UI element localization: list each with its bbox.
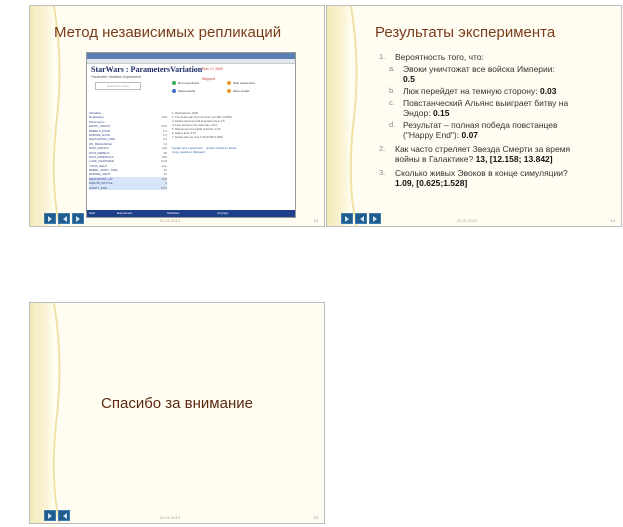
nav-home-button[interactable] [341, 213, 353, 224]
task-starwars[interactable]: StarWars [167, 211, 180, 215]
param-value: 100 [161, 176, 167, 181]
param-name: Replication [89, 115, 104, 120]
param-name: Parameters [89, 119, 105, 124]
param-value: 1 [165, 181, 167, 186]
param-value: 200 [161, 154, 167, 159]
param-name: DEATHSTAR_FIRE [89, 137, 116, 142]
nav-next-button[interactable] [369, 213, 381, 224]
param-name: DS_RECHARGE [89, 141, 112, 146]
param-value: 20 [163, 172, 167, 177]
slide-3 [29, 302, 325, 524]
log-line: 1. Replications: 2000 [172, 111, 199, 115]
log-line: 6. Happy End: 0.07 [172, 131, 196, 135]
param-value: 14 [163, 141, 167, 146]
results-log [172, 111, 292, 139]
slide-footer [30, 210, 324, 226]
app-subtitle: Parameter Variation Experiment [91, 75, 141, 79]
status-text: Stopped [202, 77, 216, 81]
param-name: NUM_IMPERIALS [89, 154, 114, 159]
nav-prev-button[interactable] [58, 213, 70, 224]
footer-date: 02.21.2013 [457, 218, 478, 223]
slide-1 [29, 5, 325, 227]
param-value: 100 [161, 146, 167, 151]
param-value: 0.07 [161, 185, 167, 190]
slide-number: 13 [313, 218, 318, 223]
param-name: LUKE_DARKSIDE [89, 159, 114, 164]
param-value: 10 [163, 168, 167, 173]
action-run[interactable]: Run experiment [172, 81, 199, 85]
param-value: 0.03 [161, 159, 167, 164]
param-name: DEATHSTAR_HP [89, 176, 113, 181]
slide-title: Спасибо за внимание [101, 395, 253, 412]
param-name: NUM_REBELS [89, 150, 110, 155]
links-row [172, 146, 236, 154]
param-name: NUM_EWOKS [89, 146, 109, 151]
param-name: EWOK_SHOOT [89, 124, 111, 129]
slide-title: Результаты эксперимента [375, 24, 556, 41]
nav-prev-button[interactable] [355, 213, 367, 224]
footer-date: 02.21.2013 [160, 515, 181, 520]
param-name: YODA_HELP [89, 163, 108, 168]
save-icon [227, 89, 231, 93]
slide-footer [30, 507, 324, 523]
nav-next-button[interactable] [72, 213, 84, 224]
task-anylogic[interactable]: Anylogic [217, 211, 229, 215]
log-line: 4. Luke turned to the dark side: 0.03 [172, 123, 217, 127]
param-value: true [161, 163, 167, 168]
params-list [89, 111, 167, 190]
log-line: 7. Ewoks alive at end: 1.09 [0.625;1.528] [172, 135, 223, 139]
param-name: REBEL_ARMY_SIZE [89, 168, 118, 173]
link-export[interactable]: Export results to Excel [206, 146, 237, 150]
param-value: 0.2 [162, 137, 167, 142]
param-value: 1.0 [162, 132, 167, 137]
slide-number: 15 [313, 515, 318, 520]
link-new[interactable]: Create new experiment [172, 146, 204, 150]
param-name: ENDOR_BATTLE [89, 181, 113, 186]
task-experiment[interactable]: Experiment [117, 211, 133, 215]
action-show[interactable]: Show results [172, 89, 195, 93]
param-name: EMPIRE_RATE [89, 132, 110, 137]
nav-home-button[interactable] [44, 510, 56, 521]
slide-2: Результаты эксперимента 1. Вероятность того, что: a. Эвоки уничтожат все войска Империи: 0.5 b. Люк перейдет на темную сторону: 0.03 c. Повстанческий Альянс выиграет битву на Эндор: 0.15 d. Результат – полная победа повстанцев ("Happy End"): 0.07 2. Как часто стреляет Звезда Смерти за время войны в Галактике? 13, [12.158; 13.842] 3. Сколько живых Эвоков в конце симуляции? 1.09, [0.625;1.528] 02.21.2013 14 [326, 5, 622, 227]
search-input[interactable]: Search by name [95, 82, 141, 90]
task-start[interactable]: Start [89, 211, 96, 215]
param-name: Variables [89, 111, 102, 115]
nav-home-button[interactable] [44, 213, 56, 224]
param-name: HAPPY_END [89, 185, 108, 190]
link-copy[interactable]: Copy results to clipboard [172, 150, 206, 154]
play-icon [172, 81, 176, 85]
run-label: Run: 0 / 2000 [202, 67, 224, 71]
slide-footer [327, 210, 621, 226]
action-save[interactable]: Save results [227, 89, 250, 93]
app-title: StarWars : ParametersVariation [91, 65, 203, 74]
slide-title: Метод независимых репликаций [54, 24, 282, 41]
param-row[interactable] [89, 186, 167, 190]
log-line: 3. Ewoks destroyed all Imperial forces: 0.5 [172, 119, 225, 123]
window-menubar [87, 59, 295, 64]
param-name: REBELS_RATE [89, 128, 111, 133]
embedded-screenshot [86, 52, 296, 218]
param-value: 100 [161, 115, 167, 120]
slide-number: 14 [610, 218, 615, 223]
slide-decor-curve [30, 303, 90, 524]
action-stop[interactable]: Stop experiment [227, 81, 255, 85]
footer-date: 02.21.2013 [160, 218, 181, 223]
param-value: 1.0 [162, 128, 167, 133]
log-line: 2. The death star fired 13 times (12.158; 13.842) [172, 115, 232, 119]
param-value: 50 [163, 150, 167, 155]
stop-icon [227, 81, 231, 85]
log-line: 5. Rebels won the battle of Endor: 0.15 [172, 127, 221, 131]
param-name: EMPIRE_ARMY [89, 172, 111, 177]
param-value: 0.05 [161, 124, 167, 129]
chart-icon [172, 89, 176, 93]
nav-prev-button[interactable] [58, 510, 70, 521]
